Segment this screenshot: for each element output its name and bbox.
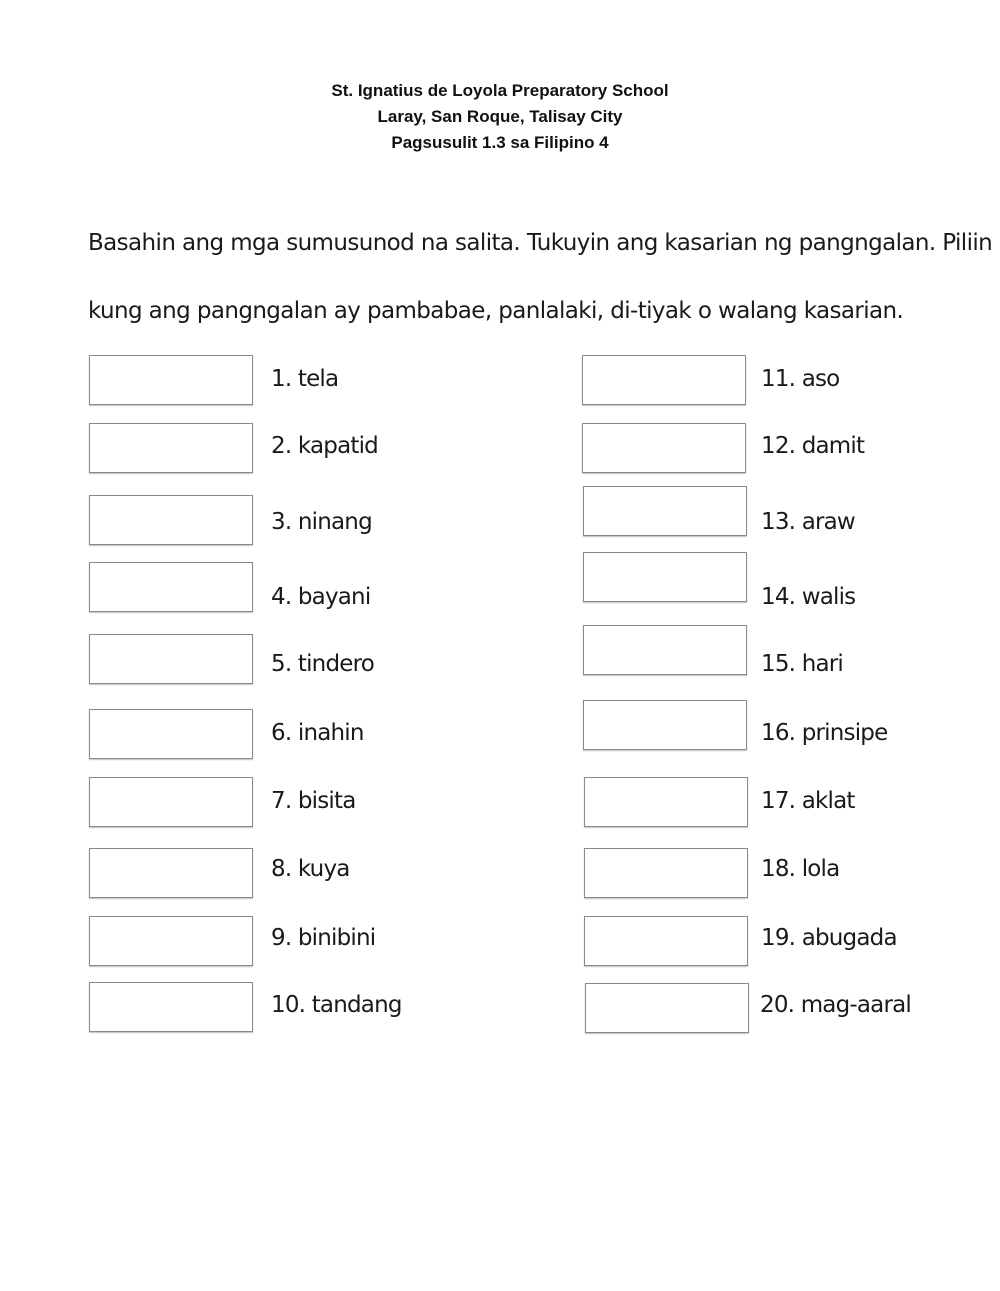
school-name: St. Ignatius de Loyola Preparatory School (331, 81, 669, 100)
question-label: 7. bisita (271, 788, 356, 814)
question-label: 17. aklat (761, 788, 855, 814)
answer-box[interactable] (585, 983, 749, 1033)
question-label: 8. kuya (271, 856, 350, 882)
answer-box[interactable] (89, 916, 253, 966)
answer-box[interactable] (584, 777, 748, 827)
answer-box[interactable] (584, 848, 748, 898)
school-address: Laray, San Roque, Talisay City (377, 107, 623, 126)
question-label: 13. araw (761, 509, 855, 535)
document-header (0, 78, 1000, 156)
question-label: 5. tindero (271, 651, 375, 677)
answer-box[interactable] (89, 982, 253, 1032)
answer-box[interactable] (583, 486, 747, 536)
answer-box[interactable] (583, 700, 747, 750)
question-label: 14. walis (761, 584, 856, 610)
test-title: Pagsusulit 1.3 sa Filipino 4 (391, 133, 609, 152)
answer-box[interactable] (583, 625, 747, 675)
answer-box[interactable] (582, 355, 746, 405)
instructions-line-2: kung ang pangngalan ay pambabae, panlalaki, di-tiyak o walang kasarian. (88, 298, 904, 324)
answer-box[interactable] (89, 423, 253, 473)
answer-box[interactable] (582, 423, 746, 473)
question-label: 15. hari (761, 651, 844, 677)
question-label: 20. mag-aaral (760, 992, 912, 1018)
answer-box[interactable] (584, 916, 748, 966)
answer-box[interactable] (89, 355, 253, 405)
answer-box[interactable] (89, 709, 253, 759)
answer-box[interactable] (89, 562, 253, 612)
answer-box[interactable] (583, 552, 747, 602)
instructions-line-1: Basahin ang mga sumusunod na salita. Tukuyin ang kasarian ng pangngalan. Piliin (88, 230, 993, 256)
answer-box[interactable] (89, 777, 253, 827)
question-label: 11. aso (761, 366, 840, 392)
answer-box[interactable] (89, 495, 253, 545)
question-label: 4. bayani (271, 584, 371, 610)
question-label: 6. inahin (271, 720, 364, 746)
question-label: 9. binibini (271, 925, 376, 951)
answer-box[interactable] (89, 634, 253, 684)
question-label: 19. abugada (761, 925, 897, 951)
question-label: 1. tela (271, 366, 339, 392)
question-label: 2. kapatid (271, 433, 378, 459)
question-label: 3. ninang (271, 509, 372, 535)
question-label: 16. prinsipe (761, 720, 888, 746)
question-label: 10. tandang (271, 992, 402, 1018)
question-label: 18. lola (761, 856, 840, 882)
answer-box[interactable] (89, 848, 253, 898)
question-label: 12. damit (761, 433, 865, 459)
